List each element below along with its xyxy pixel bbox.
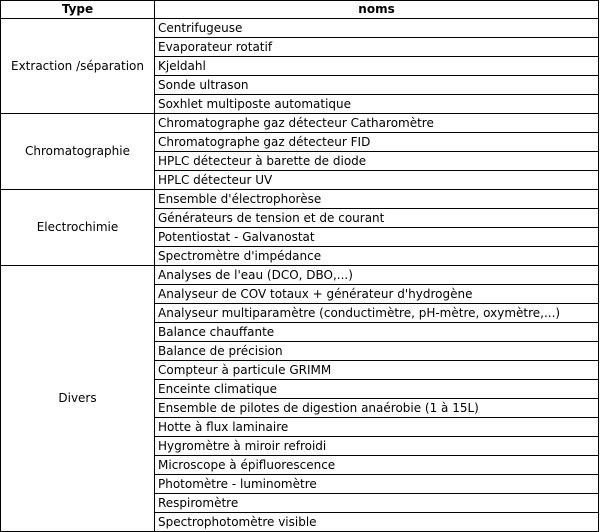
category-cell: Chromatographie xyxy=(1,114,155,190)
category-cell: Extraction /séparation xyxy=(1,19,155,114)
equipment-name-cell: Spectromètre d'impédance xyxy=(155,247,599,266)
equipment-name-cell: Enceinte climatique xyxy=(155,380,599,399)
equipment-name-cell: Ensemble de pilotes de digestion anaérobie (1 à 15L) xyxy=(155,399,599,418)
equipment-name-cell: Kjeldahl xyxy=(155,57,599,76)
table-row xyxy=(1,190,599,209)
equipment-name-cell: HPLC détecteur à barette de diode xyxy=(155,152,599,171)
equipment-name-cell: Soxhlet multiposte automatique xyxy=(155,95,599,114)
header-noms: noms xyxy=(155,1,599,19)
equipment-name-cell: Analyses de l'eau (DCO, DBO,...) xyxy=(155,266,599,285)
equipment-name-cell: Chromatographe gaz détecteur Catharomètre xyxy=(155,114,599,133)
equipment-name-cell: Potentiostat - Galvanostat xyxy=(155,228,599,247)
header-row xyxy=(1,1,599,19)
equipment-name-cell: Balance chauffante xyxy=(155,323,599,342)
equipment-name-cell: Hygromètre à miroir refroidi xyxy=(155,437,599,456)
equipment-name-cell: Sonde ultrason xyxy=(155,76,599,95)
table-row xyxy=(1,114,599,133)
equipment-name-cell: Spectrophotomètre visible xyxy=(155,513,599,532)
category-cell: Electrochimie xyxy=(1,190,155,266)
table-row xyxy=(1,266,599,285)
equipment-name-cell: Analyseur de COV totaux + générateur d'hydrogène xyxy=(155,285,599,304)
equipment-name-cell: Balance de précision xyxy=(155,342,599,361)
table-row xyxy=(1,19,599,38)
table-body xyxy=(1,19,599,532)
equipment-name-cell: Evaporateur rotatif xyxy=(155,38,599,57)
equipment-name-cell: Respiromètre xyxy=(155,494,599,513)
header-type: Type xyxy=(1,1,155,19)
equipment-name-cell: Générateurs de tension et de courant xyxy=(155,209,599,228)
equipment-name-cell: Centrifugeuse xyxy=(155,19,599,38)
equipment-name-cell: Chromatographe gaz détecteur FID xyxy=(155,133,599,152)
equipment-name-cell: HPLC détecteur UV xyxy=(155,171,599,190)
equipment-name-cell: Photomètre - luminomètre xyxy=(155,475,599,494)
equipment-name-cell: Microscope à épifluorescence xyxy=(155,456,599,475)
category-cell: Divers xyxy=(1,266,155,532)
equipment-name-cell: Hotte à flux laminaire xyxy=(155,418,599,437)
equipment-name-cell: Compteur à particule GRIMM xyxy=(155,361,599,380)
equipment-name-cell: Analyseur multiparamètre (conductimètre, pH-mètre, oxymètre,...) xyxy=(155,304,599,323)
equipment-name-cell: Ensemble d'électrophorèse xyxy=(155,190,599,209)
